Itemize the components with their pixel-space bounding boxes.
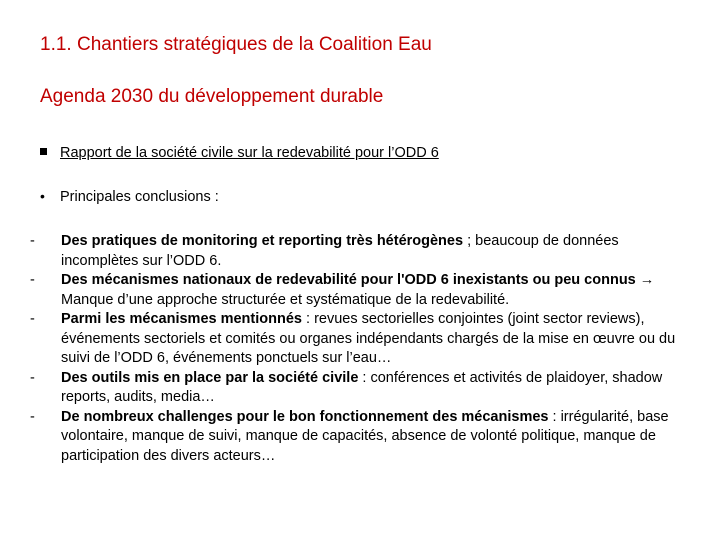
conclusions-label: Principales conclusions : (60, 189, 219, 205)
list-item (30, 232, 695, 271)
report-bullet (40, 145, 439, 161)
report-label: Rapport de la société civile sur la redevabilité pour l’ODD 6 (60, 145, 439, 161)
item-bold-text: Des mécanismes nationaux de redevabilité pour l'ODD 6 inexistants ou peu connus (61, 272, 636, 288)
square-bullet-icon (40, 148, 47, 155)
dash-bullet-icon: - (30, 272, 35, 288)
list-item (30, 271, 695, 310)
item-bold-text: Parmi les mécanismes mentionnés (61, 311, 302, 327)
dot-bullet-icon: • (40, 188, 45, 204)
page-subtitle: Agenda 2030 du développement durable (40, 86, 384, 107)
item-text: : revues sectorielles conjointes (joint sector reviews), événements sectoriels et comités ou organes indépendants chargés de la mise en œuvre ou du suivi de l’ODD 6, événements ponctuels sur l’eau… (61, 311, 676, 366)
arrow-right-icon: → (639, 272, 655, 288)
dash-bullet-icon: - (30, 311, 35, 327)
item-text: ; beaucoup de données incomplètes sur l’ODD 6. (61, 233, 619, 269)
conclusions-list (30, 232, 695, 466)
list-item (30, 408, 695, 467)
item-text: Manque d’une approche structurée et systématique de la redevabilité. (61, 291, 510, 308)
item-bold-text: Des pratiques de monitoring et reporting très hétérogènes (61, 233, 464, 249)
conclusions-bullet (40, 188, 219, 205)
item-text: : irrégularité, base volontaire, manque de suivi, manque de capacités, absence de volonté politique, manque de participation des divers acteurs… (61, 408, 669, 464)
item-bold-text: De nombreux challenges pour le bon fonctionnement des mécanismes (61, 408, 549, 425)
dash-bullet-icon: - (30, 369, 35, 386)
dash-bullet-icon: - (30, 408, 35, 425)
item-text: : conférences et activités de plaidoyer, shadow reports, audits, media… (61, 369, 663, 405)
item-bold-text: Des outils mis en place par la société civile (61, 369, 359, 386)
dash-bullet-icon: - (30, 233, 35, 249)
list-item (30, 310, 695, 369)
list-item (30, 369, 695, 408)
page-title: 1.1. Chantiers stratégiques de la Coalition Eau (40, 34, 432, 55)
